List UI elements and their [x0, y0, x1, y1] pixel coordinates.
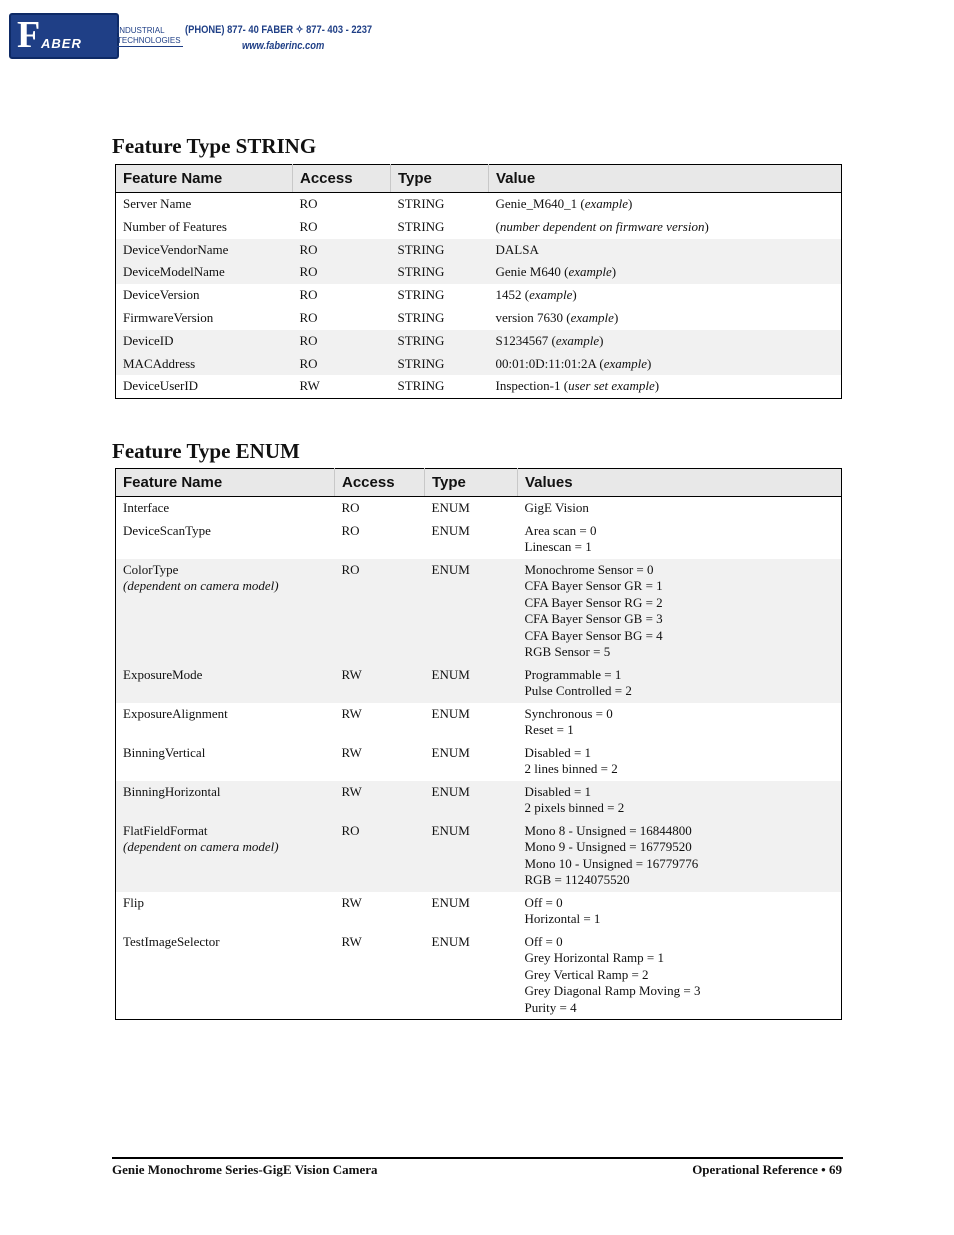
access-cell: RW [341, 705, 362, 721]
value-text: 00:01:0D:11:01:2A [495, 355, 597, 371]
enum-value: 2 pixels binned = 2 [524, 800, 625, 815]
value-cell: Inspection-1 (user set example) [495, 378, 660, 394]
type-cell: STRING [397, 378, 445, 394]
table-row [116, 239, 842, 262]
feature-name-cell [116, 781, 335, 820]
table-row [116, 353, 842, 376]
values-cell [518, 892, 842, 931]
table-row [116, 307, 842, 330]
value-note: number dependent on firmware version [499, 218, 705, 234]
type-cell: STRING [397, 309, 445, 325]
logo-subtitle-line-2: TECHNOLOGIES [117, 36, 181, 45]
feature-name-cell: DeviceVendorName [116, 239, 293, 262]
table-row [116, 664, 842, 703]
feature-name-cell [116, 703, 335, 742]
enum-value: CFA Bayer Sensor GR = 1 [524, 578, 663, 593]
enum-value: Grey Diagonal Ramp Moving = 3 [524, 983, 701, 998]
enum-value: Disabled = 1 [524, 744, 592, 760]
type-cell: ENUM [425, 820, 518, 892]
access-cell: RO [299, 196, 318, 211]
type-cell: ENUM [425, 664, 518, 703]
table-row [116, 931, 842, 1020]
feature-name-cell [116, 892, 335, 931]
feature-name-cell: DeviceUserID [123, 378, 199, 394]
enum-feature-table [115, 468, 842, 1020]
type-cell: ENUM [425, 781, 518, 820]
feature-note: (dependent on camera model) [123, 578, 279, 593]
feature-name: BinningHorizontal [123, 783, 221, 799]
access-cell: RO [293, 353, 391, 376]
col-header-value: Value [489, 165, 842, 193]
value-text: version 7630 [495, 309, 564, 325]
access-cell: RO [335, 820, 425, 892]
enum-value: Programmable = 1 [524, 666, 622, 682]
type-cell: STRING [391, 261, 489, 284]
col-header-values: Values [518, 469, 842, 497]
phone-number: (PHONE) 877- 40 FABER ✧ 877- 403 - 2237 [185, 24, 373, 36]
access-cell: RO [299, 287, 318, 303]
feature-name: Flip [123, 894, 144, 910]
value-text: DALSA [495, 241, 539, 257]
table-row [116, 892, 842, 931]
col-header-type: Type [425, 469, 518, 497]
value-cell: 1452 (example) [495, 287, 577, 303]
type-cell: STRING [397, 196, 445, 211]
table-row [116, 193, 842, 216]
enum-value: Area scan = 0 [524, 522, 597, 538]
website-link[interactable]: www.faberinc.com [242, 40, 325, 52]
table-row [116, 497, 842, 520]
type-cell: ENUM [431, 500, 470, 515]
enum-value: Off = 0 [524, 933, 563, 949]
feature-name-cell: Number of Features [123, 218, 227, 234]
values-cell [518, 497, 842, 520]
feature-name-cell [116, 742, 335, 781]
feature-name-cell: FirmwareVersion [123, 309, 214, 325]
feature-name: ExposureMode [123, 666, 203, 682]
values-cell [518, 520, 842, 559]
feature-note: (dependent on camera model) [123, 839, 279, 854]
enum-value: Purity = 4 [524, 999, 577, 1015]
section-title-string: Feature Type STRING [112, 134, 317, 158]
logo-subtitle [117, 26, 183, 47]
feature-name-cell [116, 664, 335, 703]
logo-word: ABER [41, 36, 82, 51]
value-text: 1452 [495, 287, 522, 303]
col-header-feature-name: Feature Name [116, 165, 293, 193]
table-row [116, 820, 842, 892]
feature-name-cell [116, 820, 335, 892]
enum-value: Monochrome Sensor = 0 [524, 561, 654, 577]
value-text: Genie_M640_1 [495, 196, 578, 211]
access-cell: RW [335, 664, 425, 703]
value-text: Genie M640 [495, 264, 561, 280]
col-header-access: Access [293, 165, 391, 193]
value-note: example [584, 196, 629, 211]
value-cell [489, 239, 842, 262]
section-title-enum: Feature Type ENUM [112, 439, 300, 463]
access-cell: RO [293, 239, 391, 262]
table-row [116, 781, 842, 820]
type-cell: STRING [391, 330, 489, 353]
value-note: example [568, 264, 612, 280]
value-note: user set example [568, 378, 655, 394]
feature-name-cell: Server Name [123, 196, 192, 211]
values-cell [518, 559, 842, 664]
feature-name: FlatFieldFormat [123, 822, 208, 838]
values-cell [518, 703, 842, 742]
access-cell: RO [341, 522, 360, 538]
access-cell: RO [335, 559, 425, 664]
enum-value: 2 lines binned = 2 [524, 761, 618, 776]
feature-name: ExposureAlignment [123, 705, 228, 721]
logo-badge [9, 13, 119, 59]
enum-value: Grey Horizontal Ramp = 1 [524, 950, 664, 965]
values-cell [518, 781, 842, 820]
enum-value: Mono 8 - Unsigned = 16844800 [524, 822, 692, 838]
values-cell [518, 742, 842, 781]
type-cell: STRING [391, 353, 489, 376]
enum-value: RGB = 1124075520 [524, 872, 630, 887]
access-cell: RW [341, 933, 362, 949]
enum-value: Disabled = 1 [524, 783, 592, 799]
logo-letter: F [17, 14, 41, 56]
footer-divider [112, 1157, 843, 1159]
table-row [116, 216, 842, 239]
feature-name-cell [116, 497, 335, 520]
enum-value: Reset = 1 [524, 722, 574, 737]
feature-name-cell: DeviceID [116, 330, 293, 353]
feature-name-cell: DeviceVersion [123, 287, 200, 303]
type-cell: ENUM [431, 744, 470, 760]
company-logo [9, 11, 373, 59]
enum-value: Off = 0 [524, 894, 563, 910]
feature-name: Interface [123, 500, 170, 515]
type-cell: ENUM [431, 522, 470, 538]
string-feature-table [115, 164, 842, 399]
type-cell: ENUM [425, 559, 518, 664]
table-row [116, 284, 842, 307]
access-cell: RO [341, 500, 360, 515]
values-cell [518, 664, 842, 703]
type-cell: ENUM [431, 894, 470, 910]
feature-name-cell: MACAddress [116, 353, 293, 376]
value-cell: (number dependent on firmware version) [495, 218, 709, 234]
access-cell: RO [293, 330, 391, 353]
enum-value: Grey Vertical Ramp = 2 [524, 966, 649, 982]
access-cell: RO [299, 309, 318, 325]
access-cell: RW [341, 894, 362, 910]
enum-value: CFA Bayer Sensor GB = 3 [524, 611, 663, 626]
value-note: example [570, 309, 614, 325]
col-header-type: Type [391, 165, 489, 193]
type-cell: STRING [397, 287, 445, 303]
enum-value: RGB Sensor = 5 [524, 644, 611, 659]
feature-name-cell [116, 559, 335, 664]
value-cell: S1234567 (example) [489, 330, 842, 353]
access-cell: RW [335, 781, 425, 820]
type-cell: ENUM [431, 705, 470, 721]
col-header-access: Access [335, 469, 425, 497]
feature-name: BinningVertical [123, 744, 206, 760]
feature-name-cell [116, 931, 335, 1020]
value-text: Inspection-1 [495, 378, 561, 394]
table-row [116, 375, 842, 398]
value-cell: Genie_M640_1 (example) [495, 196, 633, 211]
type-cell: STRING [397, 218, 445, 234]
enum-value: Mono 9 - Unsigned = 16779520 [524, 839, 692, 854]
access-cell: RW [299, 378, 320, 394]
type-cell: STRING [391, 239, 489, 262]
value-cell: 00:01:0D:11:01:2A (example) [489, 353, 842, 376]
value-cell: version 7630 (example) [495, 309, 619, 325]
value-note: example [603, 355, 648, 371]
access-cell: RO [293, 261, 391, 284]
table-header-row [116, 165, 842, 193]
enum-value: Pulse Controlled = 2 [524, 683, 632, 698]
enum-value: Linescan = 1 [524, 539, 592, 554]
table-row [116, 703, 842, 742]
enum-value: CFA Bayer Sensor RG = 2 [524, 594, 663, 610]
feature-name: DeviceScanType [123, 522, 211, 538]
access-cell: RO [299, 218, 318, 234]
enum-value: Horizontal = 1 [524, 911, 601, 926]
table-row [116, 261, 842, 284]
feature-name-cell [116, 520, 335, 559]
feature-name: ColorType [123, 561, 179, 577]
table-row [116, 559, 842, 664]
footer-document-title: Genie Monochrome Series-GigE Vision Camera [112, 1162, 378, 1177]
enum-value: Synchronous = 0 [524, 705, 613, 721]
table-row [116, 742, 842, 781]
access-cell: RW [341, 744, 362, 760]
feature-name-cell: DeviceModelName [116, 261, 293, 284]
enum-value: Mono 10 - Unsigned = 16779776 [524, 855, 699, 871]
value-note: example [529, 287, 573, 303]
table-header-row [116, 469, 842, 497]
value-text: S1234567 [495, 332, 549, 348]
table-row [116, 520, 842, 559]
footer-page-reference: Operational Reference • 69 [692, 1162, 842, 1177]
enum-value: GigE Vision [524, 500, 589, 515]
type-cell: ENUM [431, 933, 470, 949]
feature-name: TestImageSelector [123, 933, 220, 949]
col-header-feature-name: Feature Name [116, 469, 335, 497]
enum-value: CFA Bayer Sensor BG = 4 [524, 627, 663, 643]
value-note: example [555, 332, 600, 348]
logo-subtitle-line-1: INDUSTRIAL [117, 26, 165, 35]
table-row [116, 330, 842, 353]
values-cell [518, 820, 842, 892]
values-cell [518, 931, 842, 1020]
value-cell: Genie M640 (example) [489, 261, 842, 284]
